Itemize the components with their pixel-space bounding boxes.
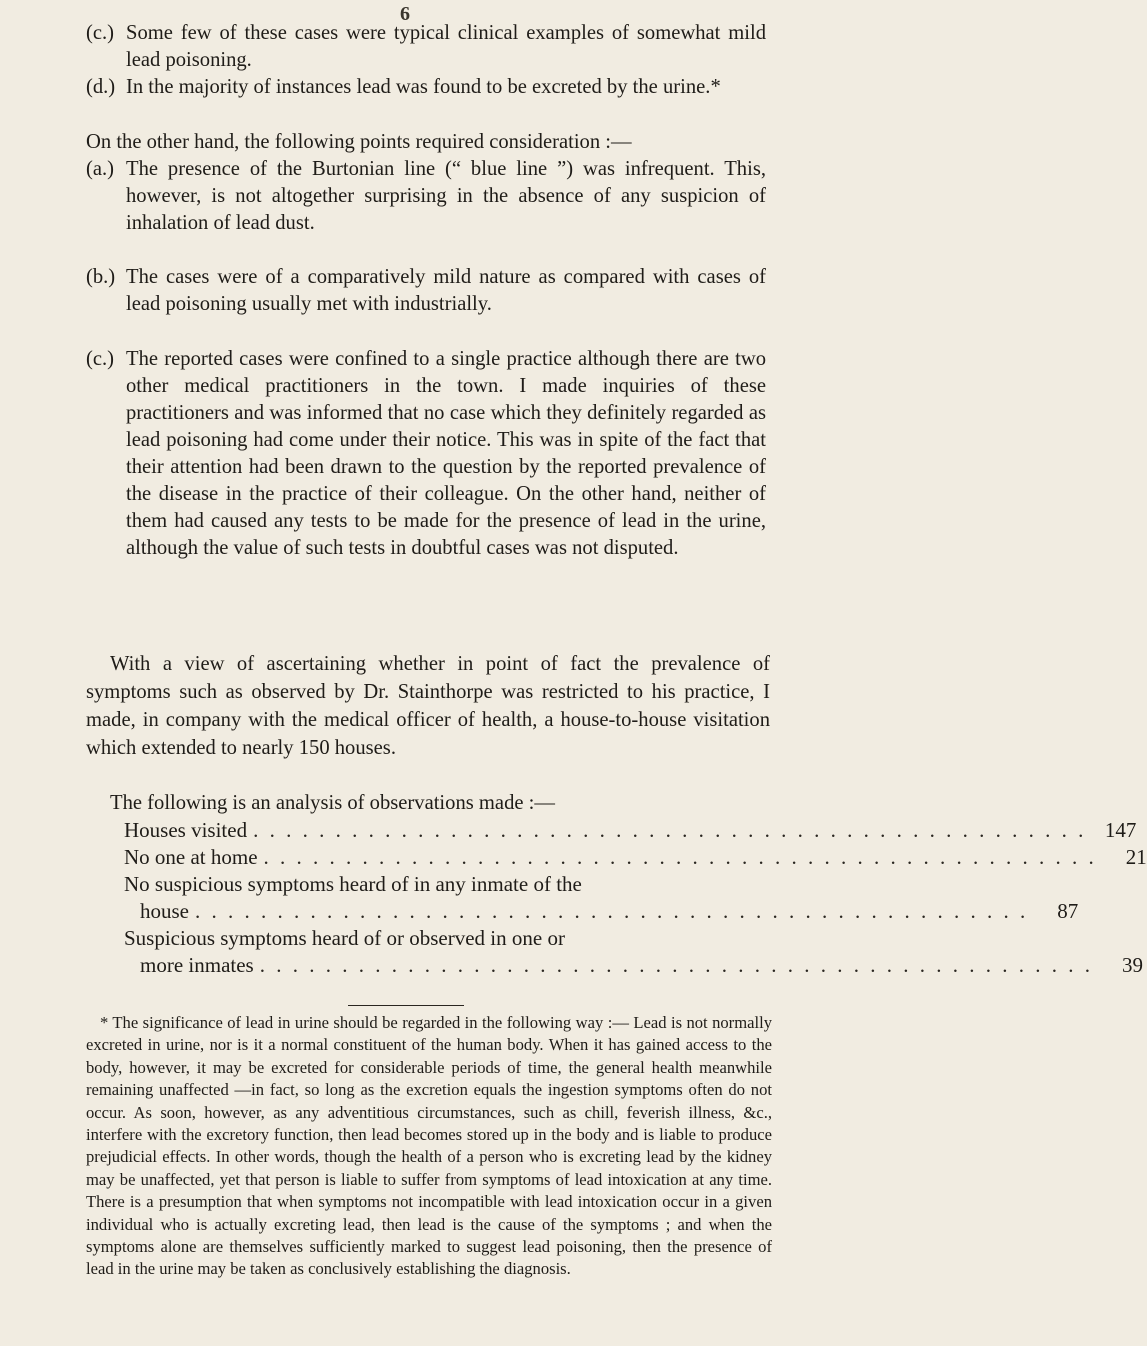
leader-dots: . . . . . . . . . . . . . . . . . . . . . . . . . . . . . . . . . . . . . . . . . . . . . . . . . . . <box>263 845 1097 869</box>
item-label: (c.) <box>86 348 115 370</box>
intro-other-hand: On the other hand, the following points required consideration :— <box>86 131 632 153</box>
item-text: In the majority of instances lead was found to be excreted by the urine.* <box>126 76 721 98</box>
observation-label-line1: No suspicious symptoms heard of in any inmate of the <box>124 872 582 896</box>
observation-row <box>124 871 1079 925</box>
list-item-top-d <box>86 74 766 101</box>
list-item-b <box>86 264 766 318</box>
item-label: (c.) <box>86 22 115 44</box>
observation-label: Houses visited <box>124 818 248 842</box>
observation-label: No one at home <box>124 845 258 869</box>
observation-row <box>124 844 1147 871</box>
list-item-top-c <box>86 20 766 74</box>
observation-value: 87 <box>1057 899 1079 923</box>
list-item-a <box>86 156 766 237</box>
leader-dots: . . . . . . . . . . . . . . . . . . . . . . . . . . . . . . . . . . . . . . . . . . . . . . . . . . . <box>195 899 1029 923</box>
observation-row <box>124 817 1137 844</box>
observation-label-line2: house <box>140 899 189 923</box>
observation-value: 147 <box>1104 818 1137 842</box>
page-number: 6 <box>400 3 410 25</box>
paragraph-visitation: With a view of ascertaining whether in point of fact the prevalence of symptoms such as observed by Dr. Stainthorpe was restricted to his practice, I made, in company with the medical officer of health, a house-to-house visitation which extended to nearly 150 houses. <box>86 653 770 759</box>
item-label: (b.) <box>86 266 116 288</box>
footnote-divider <box>348 1005 464 1006</box>
footnote: * The significance of lead in urine should be regarded in the following way :— Lead is not normally excreted in urine, nor is it a normal constituent of the human body. When it has gained access to the body, however, it may be excreted for considerable periods of time, the general health meanwhile remaining unaffected —in fact, so long as the excretion equals the ingestion symptoms often do not occur. As soon, however, as any adventitious circumstances, such as chill, feverish illness, &c., interfere with the excretory function, then lead becomes stored up in the body and is liable to produce prejudicial effects. In other words, though the health of a person who is excreting lead by the kidney may be unaffected, yet that person is liable to suffer from symptoms of lead intoxication at any time. There is a presumption that when symptoms not incompatible with lead intoxication occur in a given individual who is actually excreting lead, then lead is the cause of the symptoms ; and when the symptoms alone are themselves sufficiently marked to suggest lead poisoning, then the presence of lead in the urine may be taken as conclusively establishing the diagnosis. <box>86 1013 772 1279</box>
observation-row <box>124 925 1143 979</box>
item-text: Some few of these cases were typical clinical examples of somewhat mild lead poisoning. <box>126 22 766 71</box>
item-text: The cases were of a comparatively mild nature as compared with cases of lead poisoning usually met with industrially. <box>126 266 766 315</box>
leader-dots: . . . . . . . . . . . . . . . . . . . . . . . . . . . . . . . . . . . . . . . . . . . . . . . . . . . <box>259 953 1093 977</box>
observations-table <box>124 817 1147 979</box>
observation-label-line2: more inmates <box>140 953 254 977</box>
observation-value: 21 <box>1125 845 1147 869</box>
list-item-c <box>86 346 766 562</box>
item-text: The reported cases were confined to a single practice although there are two other medical practitioners in the town. I made inquiries of these practitioners and was informed that no case which they definitely regarded as lead poisoning had come under their notice. This was in spite of the fact that their attention had been drawn to the question by the reported prevalence of the disease in the practice of their colleague. On the other hand, neither of them had caused any tests to be made for the presence of lead in the urine, although the value of such tests in doubtful cases was not disputed. <box>126 348 766 559</box>
observation-value: 39 <box>1121 953 1143 977</box>
item-label: (a.) <box>86 158 115 180</box>
item-label: (d.) <box>86 76 116 98</box>
item-text: The presence of the Burtonian line (“ blue line ”) was infrequent. This, however, is not altogether surprising in the absence of any suspicion of inhalation of lead dust. <box>126 158 766 234</box>
analysis-intro: The following is an analysis of observations made :— <box>110 792 555 814</box>
leader-dots: . . . . . . . . . . . . . . . . . . . . . . . . . . . . . . . . . . . . . . . . . . . . . . . . . . . <box>253 818 1087 842</box>
observation-label-line1: Suspicious symptoms heard of or observed in one or <box>124 926 565 950</box>
